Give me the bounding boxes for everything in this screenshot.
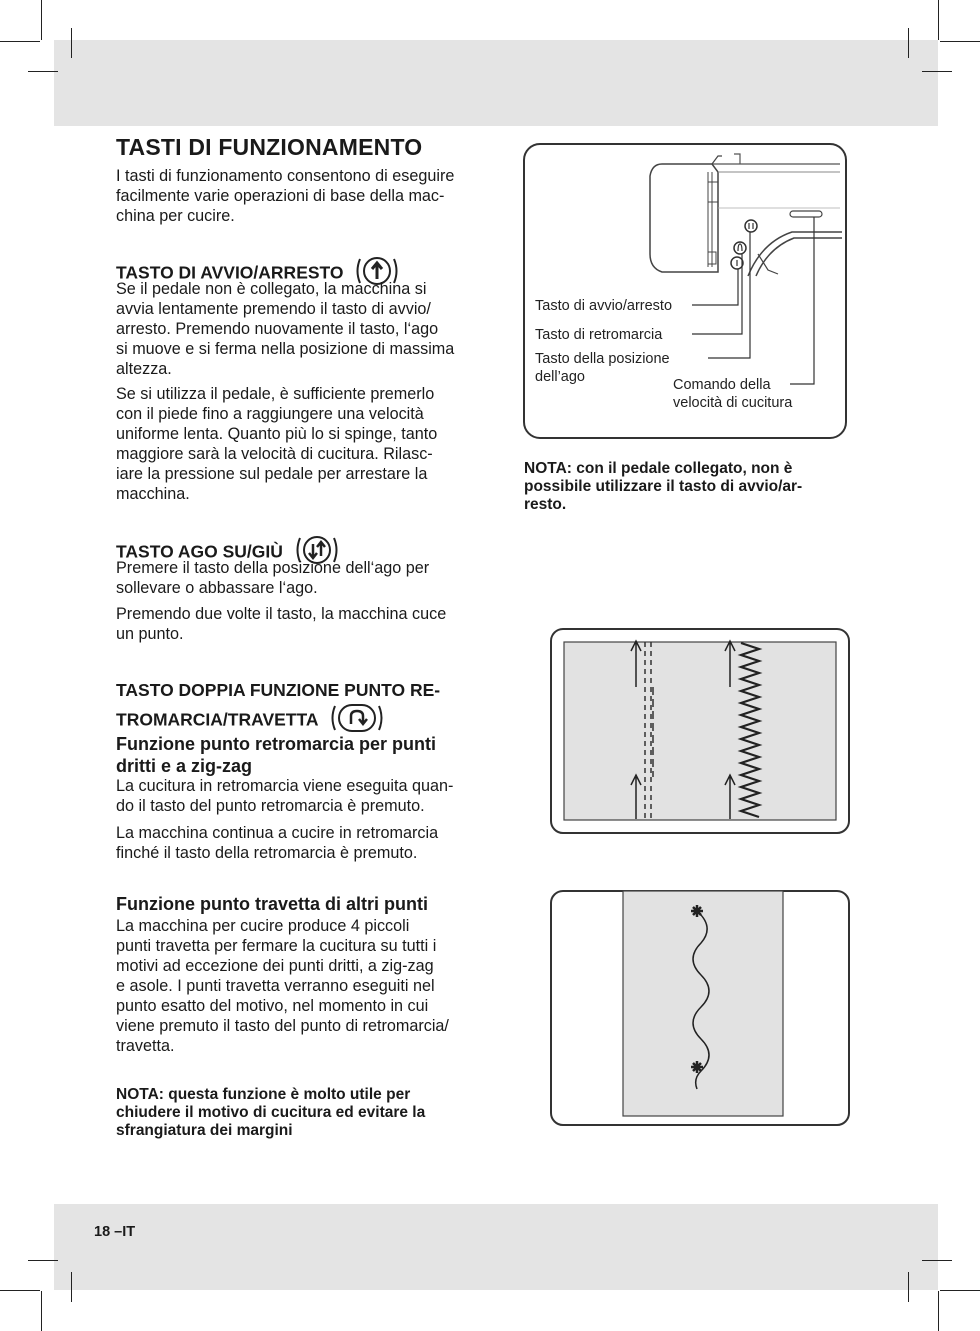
reverse-paragraph-1: La cucitura in retromarcia viene eseguita quan- do il tasto del punto retromarcia è premuto.: [116, 777, 454, 815]
label-needle-position: Tasto della posizione dell’ago: [535, 351, 670, 385]
page-number: 18 –IT: [94, 1224, 136, 1240]
note-pedal: NOTA: con il pedale collegato, non è possibile utilizzare il tasto di avvio/ar- resto.: [524, 460, 803, 513]
note-tacking: NOTA: questa funzione è molto utile per chiudere il motivo di cucitura ed evitare la sfrangiatura dei margini: [116, 1086, 426, 1139]
header-band: [54, 40, 938, 126]
start-stop-paragraph-1: Se il pedale non è collegato, la macchina si avvia lentamente premendo il tasto di avvio/ arresto. Premendo nuovamente il tasto, l‘ago si muove e si ferma nella posizione di massima altezza.: [116, 280, 455, 378]
start-stop-paragraph-2: Se si utilizza il pedale, è sufficiente premerlo con il piede fino a raggiungere una velocità uniforme lenta. Quanto più lo si spinge, tanto maggiore sarà la velocità di cucitura. Rilasc- iare la pressione sul pedale per arrestare la macchina.: [116, 385, 438, 503]
tacking-stitch-figure: [549, 889, 851, 1127]
reverse-stitch-figure: [549, 627, 851, 835]
reverse-heading: TASTO DOPPIA FUNZIONE PUNTO RE- TROMARCIA/TRAVETTA: [116, 678, 440, 740]
reverse-paragraph-3: La macchina per cucire produce 4 piccoli punti travetta per fermare la cucitura su tutti i motivi ad eccezione dei punti dritti, a zig-zag e asole. I punti travetta verranno eseguiti nel punto esatto del motivo, nel momento in cui viene premuto il tasto del punto di retromarcia/ travetta.: [116, 917, 449, 1055]
page-title: TASTI DI FUNZIONAMENTO: [116, 134, 423, 160]
needle-heading: TASTO AGO SU/GIÙ: [116, 534, 340, 572]
reverse-subheading-1: Funzione punto retromarcia per punti dritti e a zig-zag: [116, 734, 437, 776]
intro-paragraph: I tasti di funzionamento consentono di eseguire facilmente varie operazioni di base della mac- china per cucire.: [116, 167, 455, 225]
needle-paragraph-1: Premere il tasto della posizione dell‘ago per sollevare o abbassare l‘ago.: [116, 559, 430, 597]
label-reverse: Tasto di retromarcia: [535, 327, 663, 343]
reverse-paragraph-2: La macchina continua a cucire in retromarcia finché il tasto della retromarcia è premuto.: [116, 824, 439, 862]
footer-band: [54, 1204, 938, 1290]
reverse-subheading-2: Funzione punto travetta di altri punti: [116, 894, 428, 914]
machine-diagram: [522, 142, 848, 440]
needle-paragraph-2: Premendo due volte il tasto, la macchina cuce un punto.: [116, 605, 447, 643]
label-start-stop: Tasto di avvio/arresto: [535, 298, 673, 314]
start-stop-heading: TASTO DI AVVIO/ARRESTO: [116, 255, 400, 293]
label-speed-control: Comando della velocità di cucitura: [673, 377, 793, 411]
